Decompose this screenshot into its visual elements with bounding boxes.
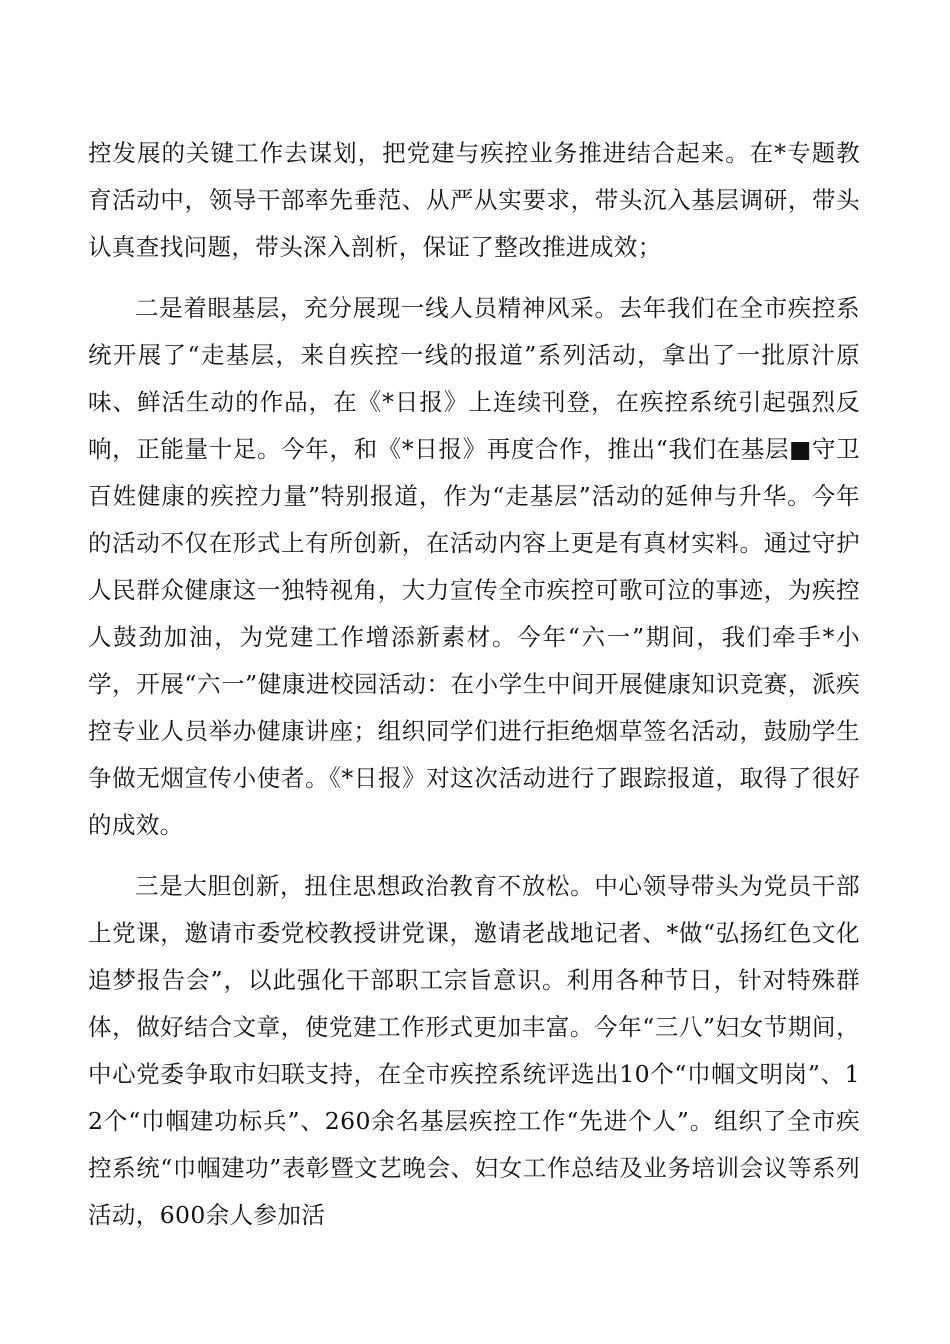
paragraph-continuation: 控发展的关键工作去谋划，把党建与疾控业务推进结合起来。在*专题教育活动中，领导干部率先垂范、从严从实要求，带头沉入基层调研，带头认真查找问题，带头深入剖析，保证了整改推进成效； bbox=[88, 139, 860, 261]
document-body bbox=[88, 130, 860, 1253]
paragraph-grassroots: 二是着眼基层，充分展现一线人员精神风采。去年我们在全市疾控系统开展了“走基层，来自疾控一线的报道”系列活动，拿出了一批原汁原味、鲜活生动的作品，在《*日报》上连续刊登，在疾控系统引起强烈反响，正能量十足。今年，和《*日报》再度合作，推出“我们在基层■守卫百姓健康的疾控力量”特别报道，作为“走基层”活动的延伸与升华。今年的活动不仅在形式上有所创新，在活动内容上更是有真材实料。通过守护人民群众健康这一独特视角，大力宣传全市疾控可歌可泣的事迹，为疾控人鼓劲加油，为党建工作增添新素材。今年“六一”期间，我们牵手*小学，开展“六一”健康进校园活动：在小学生中间开展健康知识竞赛，派疾控专业人员举办健康讲座；组织同学们进行拒绝烟草签名活动，鼓励学生争做无烟宣传小使者。《*日报》对这次活动进行了跟踪报道，取得了很好的成效。 bbox=[88, 294, 860, 839]
paragraph-innovation: 三是大胆创新，扭住思想政治教育不放松。中心领导带头为党员干部上党课，邀请市委党校教授讲党课，邀请老战地记者、*做“弘扬红色文化追梦报告会”，以此强化干部职工宗旨意识。利用各种节日，针对特殊群体，做好结合文章，使党建工作形式更加丰富。今年“三八”妇女节期间，中心党委争取市妇联支持，在全市疾控系统评选出10个“巾帼文明岗”、12个“巾帼建功标兵”、260余名基层疾控工作“先进个人”。组织了全市疾控系统“巾帼建功”表彰暨文艺晚会、妇女工作总结及业务培训会议等系列活动，600余人参加活 bbox=[88, 872, 860, 1229]
